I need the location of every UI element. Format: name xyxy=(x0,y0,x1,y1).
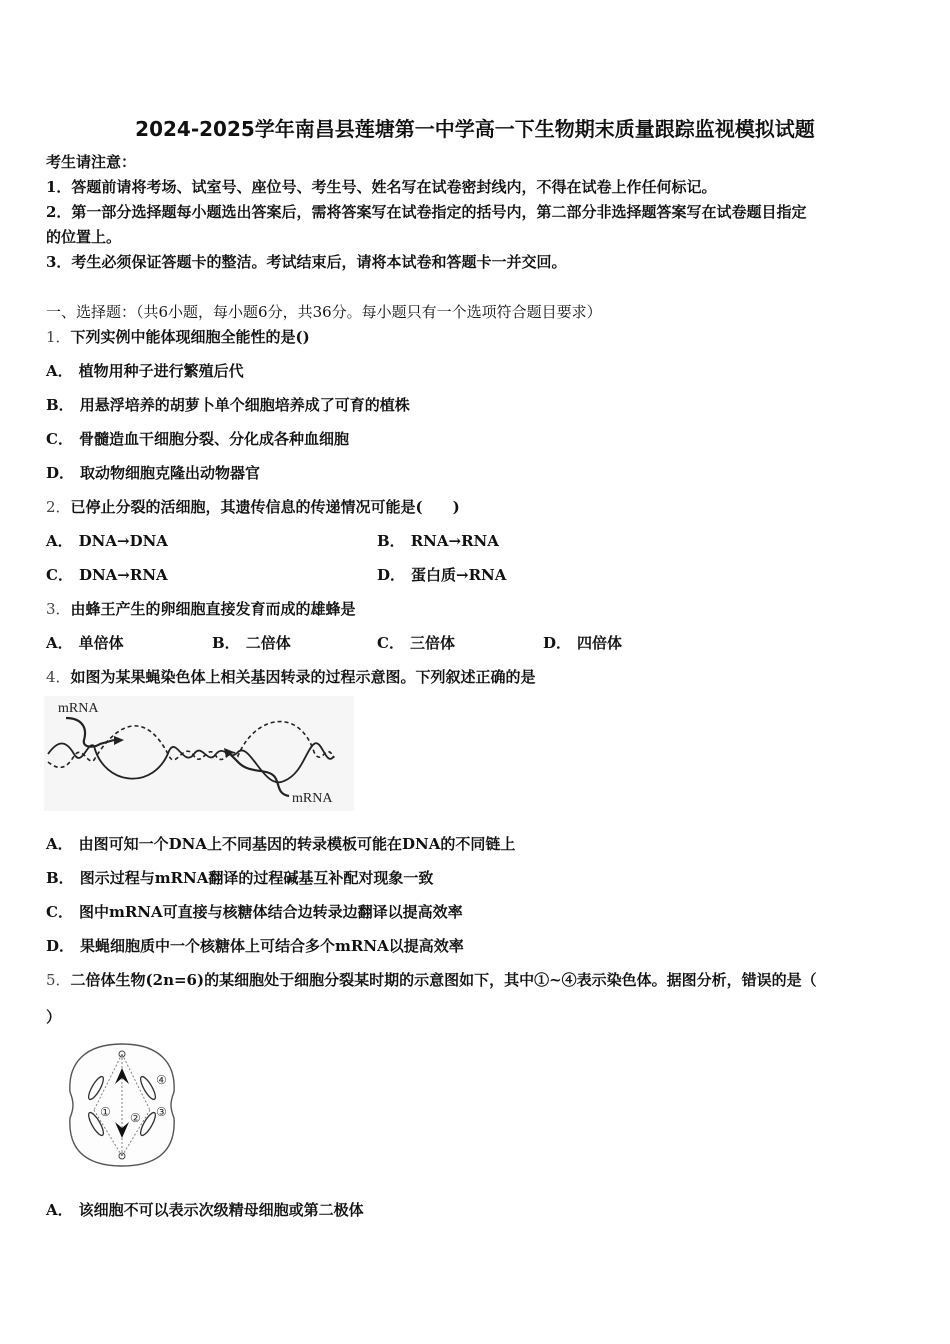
question-number: 1． xyxy=(46,328,71,346)
question-number: 2． xyxy=(46,498,71,516)
question-3-stem xyxy=(46,599,356,619)
option-b: B． 用悬浮培养的胡萝卜单个细胞培养成了可育的植株 xyxy=(46,396,410,414)
option-a: A． 植物用种子进行繁殖后代 xyxy=(46,362,244,380)
question-number: 4． xyxy=(46,668,71,686)
option-b: B． RNA→RNA xyxy=(377,532,499,550)
mrna-label-top: mRNA xyxy=(58,701,99,716)
option-a: A． 单倍体 xyxy=(46,634,124,652)
option-a: A． 该细胞不可以表示次级精母细胞或第二极体 xyxy=(46,1201,364,1219)
question-1-stem xyxy=(46,327,310,347)
cell-division-diagram xyxy=(60,1040,185,1170)
section-heading: 一、选择题：（共6小题，每小题6分，共36分。每小题只有一个选项符合题目要求） xyxy=(46,303,602,321)
notice-heading: 考生请注意： xyxy=(46,153,137,171)
question-text: 由蜂王产生的卵细胞直接发育而成的雄蜂是 xyxy=(70,600,356,618)
question-5-stem-continued: ） xyxy=(46,1008,62,1026)
question-number: 3． xyxy=(46,600,71,618)
question-text: 二倍体生物(2n=6)的某细胞处于细胞分裂某时期的示意图如下，其中①~④表示染色体。据图分析，错误的是（ xyxy=(70,971,817,989)
question-text: 如图为某果蝇染色体上相关基因转录的过程示意图。下列叙述正确的是 xyxy=(70,668,536,686)
chromosome-label-4: ④ xyxy=(156,1073,167,1087)
option-d: D． 四倍体 xyxy=(543,634,623,652)
option-a: A． DNA→DNA xyxy=(46,532,168,550)
option-a: A． 由图可知一个DNA上不同基因的转录模板可能在DNA的不同链上 xyxy=(46,835,516,853)
chromosome-label-3: ③ xyxy=(156,1105,167,1119)
chromosome-label-1: ① xyxy=(100,1105,111,1119)
option-d: D． 取动物细胞克隆出动物器官 xyxy=(46,464,261,482)
transcription-diagram xyxy=(44,696,354,811)
notice-item: 的位置上。 xyxy=(46,228,122,246)
option-c: C． 骨髓造血干细胞分裂、分化成各种血细胞 xyxy=(46,430,349,448)
notice-item: 3．考生必须保证答题卡的整洁。考试结束后，请将本试卷和答题卡一并交回。 xyxy=(46,253,567,271)
page-title: 2024-2025学年南昌县莲塘第一中学高一下生物期末质量跟踪监视模拟试题 xyxy=(135,117,815,141)
option-b: B． 二倍体 xyxy=(212,634,291,652)
mrna-label-bottom: mRNA xyxy=(292,791,333,806)
notice-item: 2．第一部分选择题每小题选出答案后，需将答案写在试卷指定的括号内，第二部分非选择题答案写在试卷题目指定 xyxy=(46,203,807,221)
option-d: D． 蛋白质→RNA xyxy=(377,566,507,584)
option-c: C． DNA→RNA xyxy=(46,566,168,584)
chromosome-label-2: ② xyxy=(130,1111,141,1125)
question-2-stem xyxy=(46,497,460,517)
question-5-stem xyxy=(46,970,817,990)
notice-item: 1．答题前请将考场、试室号、座位号、考生号、姓名写在试卷密封线内，不得在试卷上作任何标记。 xyxy=(46,178,717,196)
option-c: C． 图中mRNA可直接与核糖体结合边转录边翻译以提高效率 xyxy=(46,903,463,921)
question-text: 下列实例中能体现细胞全能性的是() xyxy=(70,328,310,346)
option-b: B． 图示过程与mRNA翻译的过程碱基互补配对现象一致 xyxy=(46,869,434,887)
question-text: 已停止分裂的活细胞，其遗传信息的传递情况可能是( ) xyxy=(70,498,460,516)
option-d: D． 果蝇细胞质中一个核糖体上可结合多个mRNA以提高效率 xyxy=(46,937,464,955)
question-number: 5． xyxy=(46,971,71,989)
option-c: C． 三倍体 xyxy=(377,634,455,652)
question-4-stem xyxy=(46,667,536,687)
